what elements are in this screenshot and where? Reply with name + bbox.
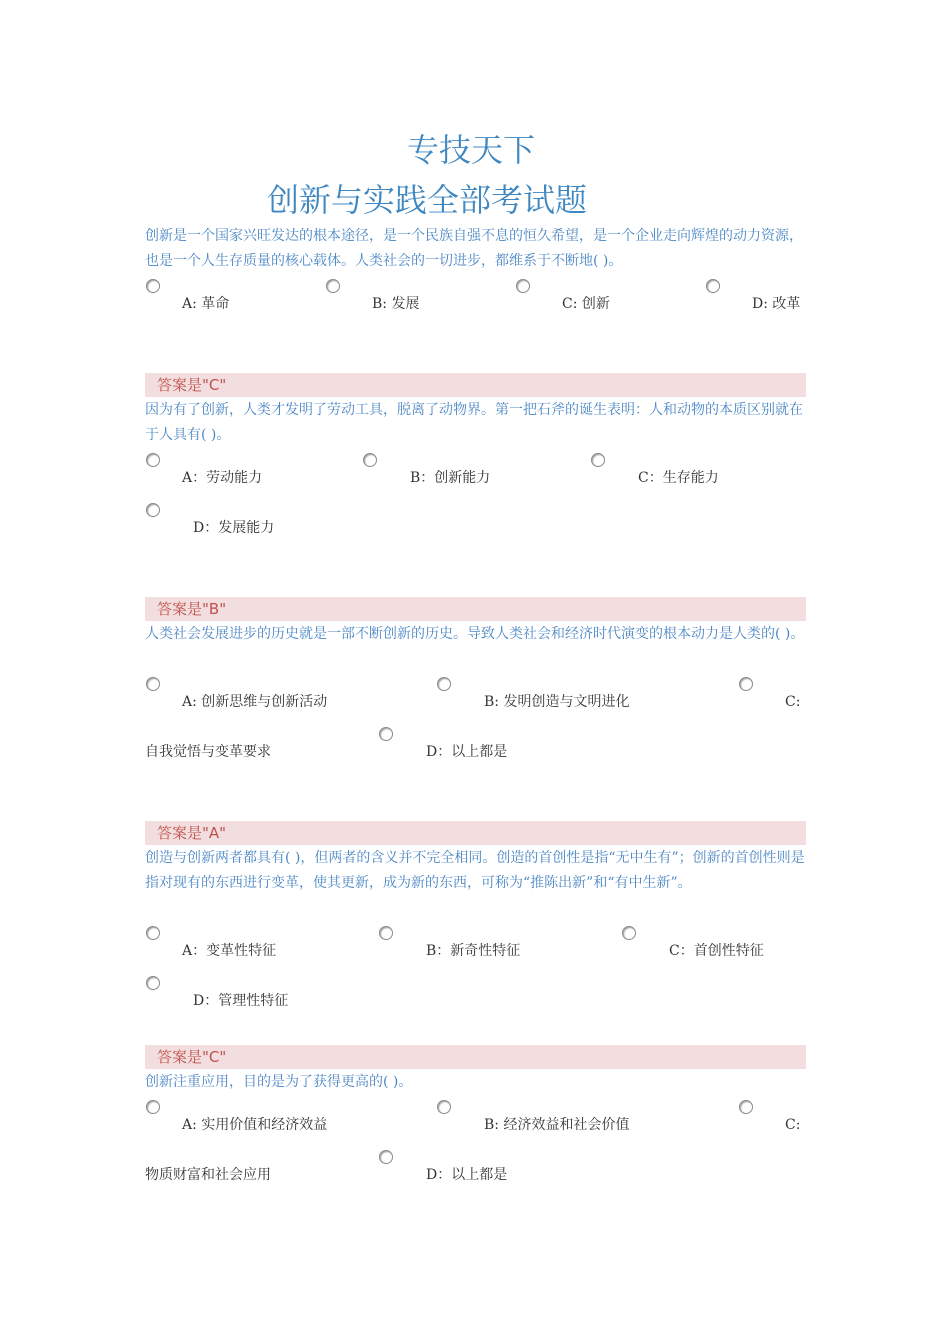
radio-q4-b[interactable] — [379, 926, 393, 940]
option-q5-b: B: 经济效益和社会价值 — [484, 1117, 630, 1133]
option-q4-d: D：管理性特征 — [193, 993, 289, 1009]
radio-q1-a[interactable] — [146, 279, 160, 293]
option-q3-d: D：以上都是 — [426, 744, 508, 760]
question-4-text: 创造与创新两者都具有( )，但两者的含义并不完全相同。创造的首创性是指“无中生有”；创新的首创性则是指对现有的东西进行变革，使其更新，成为新的东西，可称为“推陈出新”和“有中生新”。 — [145, 850, 805, 891]
option-q1-b: B: 发展 — [372, 296, 420, 312]
option-q2-d: D：发展能力 — [193, 520, 275, 536]
option-q2-b: B：创新能力 — [410, 470, 491, 486]
answer-badge-q3: 答案是"A" — [145, 821, 806, 845]
option-q1-a: A: 革命 — [182, 296, 230, 312]
radio-q4-c[interactable] — [622, 926, 636, 940]
radio-q2-a[interactable] — [146, 453, 160, 467]
question-3-text: 人类社会发展进步的历史就是一部不断创新的历史。导致人类社会和经济时代演变的根本动力是人类的( )。 — [145, 626, 805, 642]
radio-q4-a[interactable] — [146, 926, 160, 940]
question-2-text: 因为有了创新，人类才发明了劳动工具，脱离了动物界。第一把石斧的诞生表明：人和动物的本质区别就在于人具有( )。 — [145, 402, 803, 443]
option-q3-c-label: C: — [785, 694, 801, 710]
option-q3-a: A: 创新思维与创新活动 — [182, 694, 328, 710]
answer-badge-q2: 答案是"B" — [145, 597, 806, 621]
option-q5-c-label: C: — [785, 1117, 801, 1133]
radio-q3-d[interactable] — [379, 727, 393, 741]
radio-q2-b[interactable] — [363, 453, 377, 467]
radio-q5-d[interactable] — [379, 1150, 393, 1164]
option-q5-a: A: 实用价值和经济效益 — [182, 1117, 328, 1133]
radio-q1-b[interactable] — [326, 279, 340, 293]
question-5-text: 创新注重应用，目的是为了获得更高的( )。 — [145, 1074, 413, 1090]
answer-badge-q4: 答案是"C" — [145, 1045, 806, 1069]
option-q1-c: C: 创新 — [562, 296, 610, 312]
option-q1-d: D: 改革 — [752, 296, 801, 312]
radio-q3-c[interactable] — [739, 677, 753, 691]
answer-badge-q1: 答案是"C" — [145, 373, 806, 397]
option-q5-d: D：以上都是 — [426, 1167, 508, 1183]
radio-q3-a[interactable] — [146, 677, 160, 691]
page-title: 专技天下 — [407, 131, 536, 169]
radio-q5-c[interactable] — [739, 1100, 753, 1114]
option-q4-a: A：变革性特征 — [182, 943, 277, 959]
option-q4-b: B：新奇性特征 — [426, 943, 521, 959]
radio-q4-d[interactable] — [146, 976, 160, 990]
radio-q2-c[interactable] — [591, 453, 605, 467]
option-q2-c: C：生存能力 — [638, 470, 719, 486]
radio-q3-b[interactable] — [437, 677, 451, 691]
radio-q2-d[interactable] — [146, 503, 160, 517]
radio-q1-d[interactable] — [706, 279, 720, 293]
radio-q1-c[interactable] — [516, 279, 530, 293]
option-q4-c: C：首创性特征 — [669, 943, 764, 959]
question-1-text: 创新是一个国家兴旺发达的根本途径，是一个民族自强不息的恒久希望，是一个企业走向辉煌的动力资源，也是一个人生存质量的核心载体。人类社会的一切进步，都维系于不断地( )。 — [145, 228, 803, 269]
option-q3-c-text: 自我觉悟与变革要求 — [145, 744, 271, 760]
option-q2-a: A：劳动能力 — [182, 470, 263, 486]
radio-q5-a[interactable] — [146, 1100, 160, 1114]
option-q3-b: B: 发明创造与文明进化 — [484, 694, 630, 710]
option-q5-c-text: 物质财富和社会应用 — [145, 1167, 271, 1183]
page-subtitle: 创新与实践全部考试题 — [267, 181, 588, 219]
radio-q5-b[interactable] — [437, 1100, 451, 1114]
